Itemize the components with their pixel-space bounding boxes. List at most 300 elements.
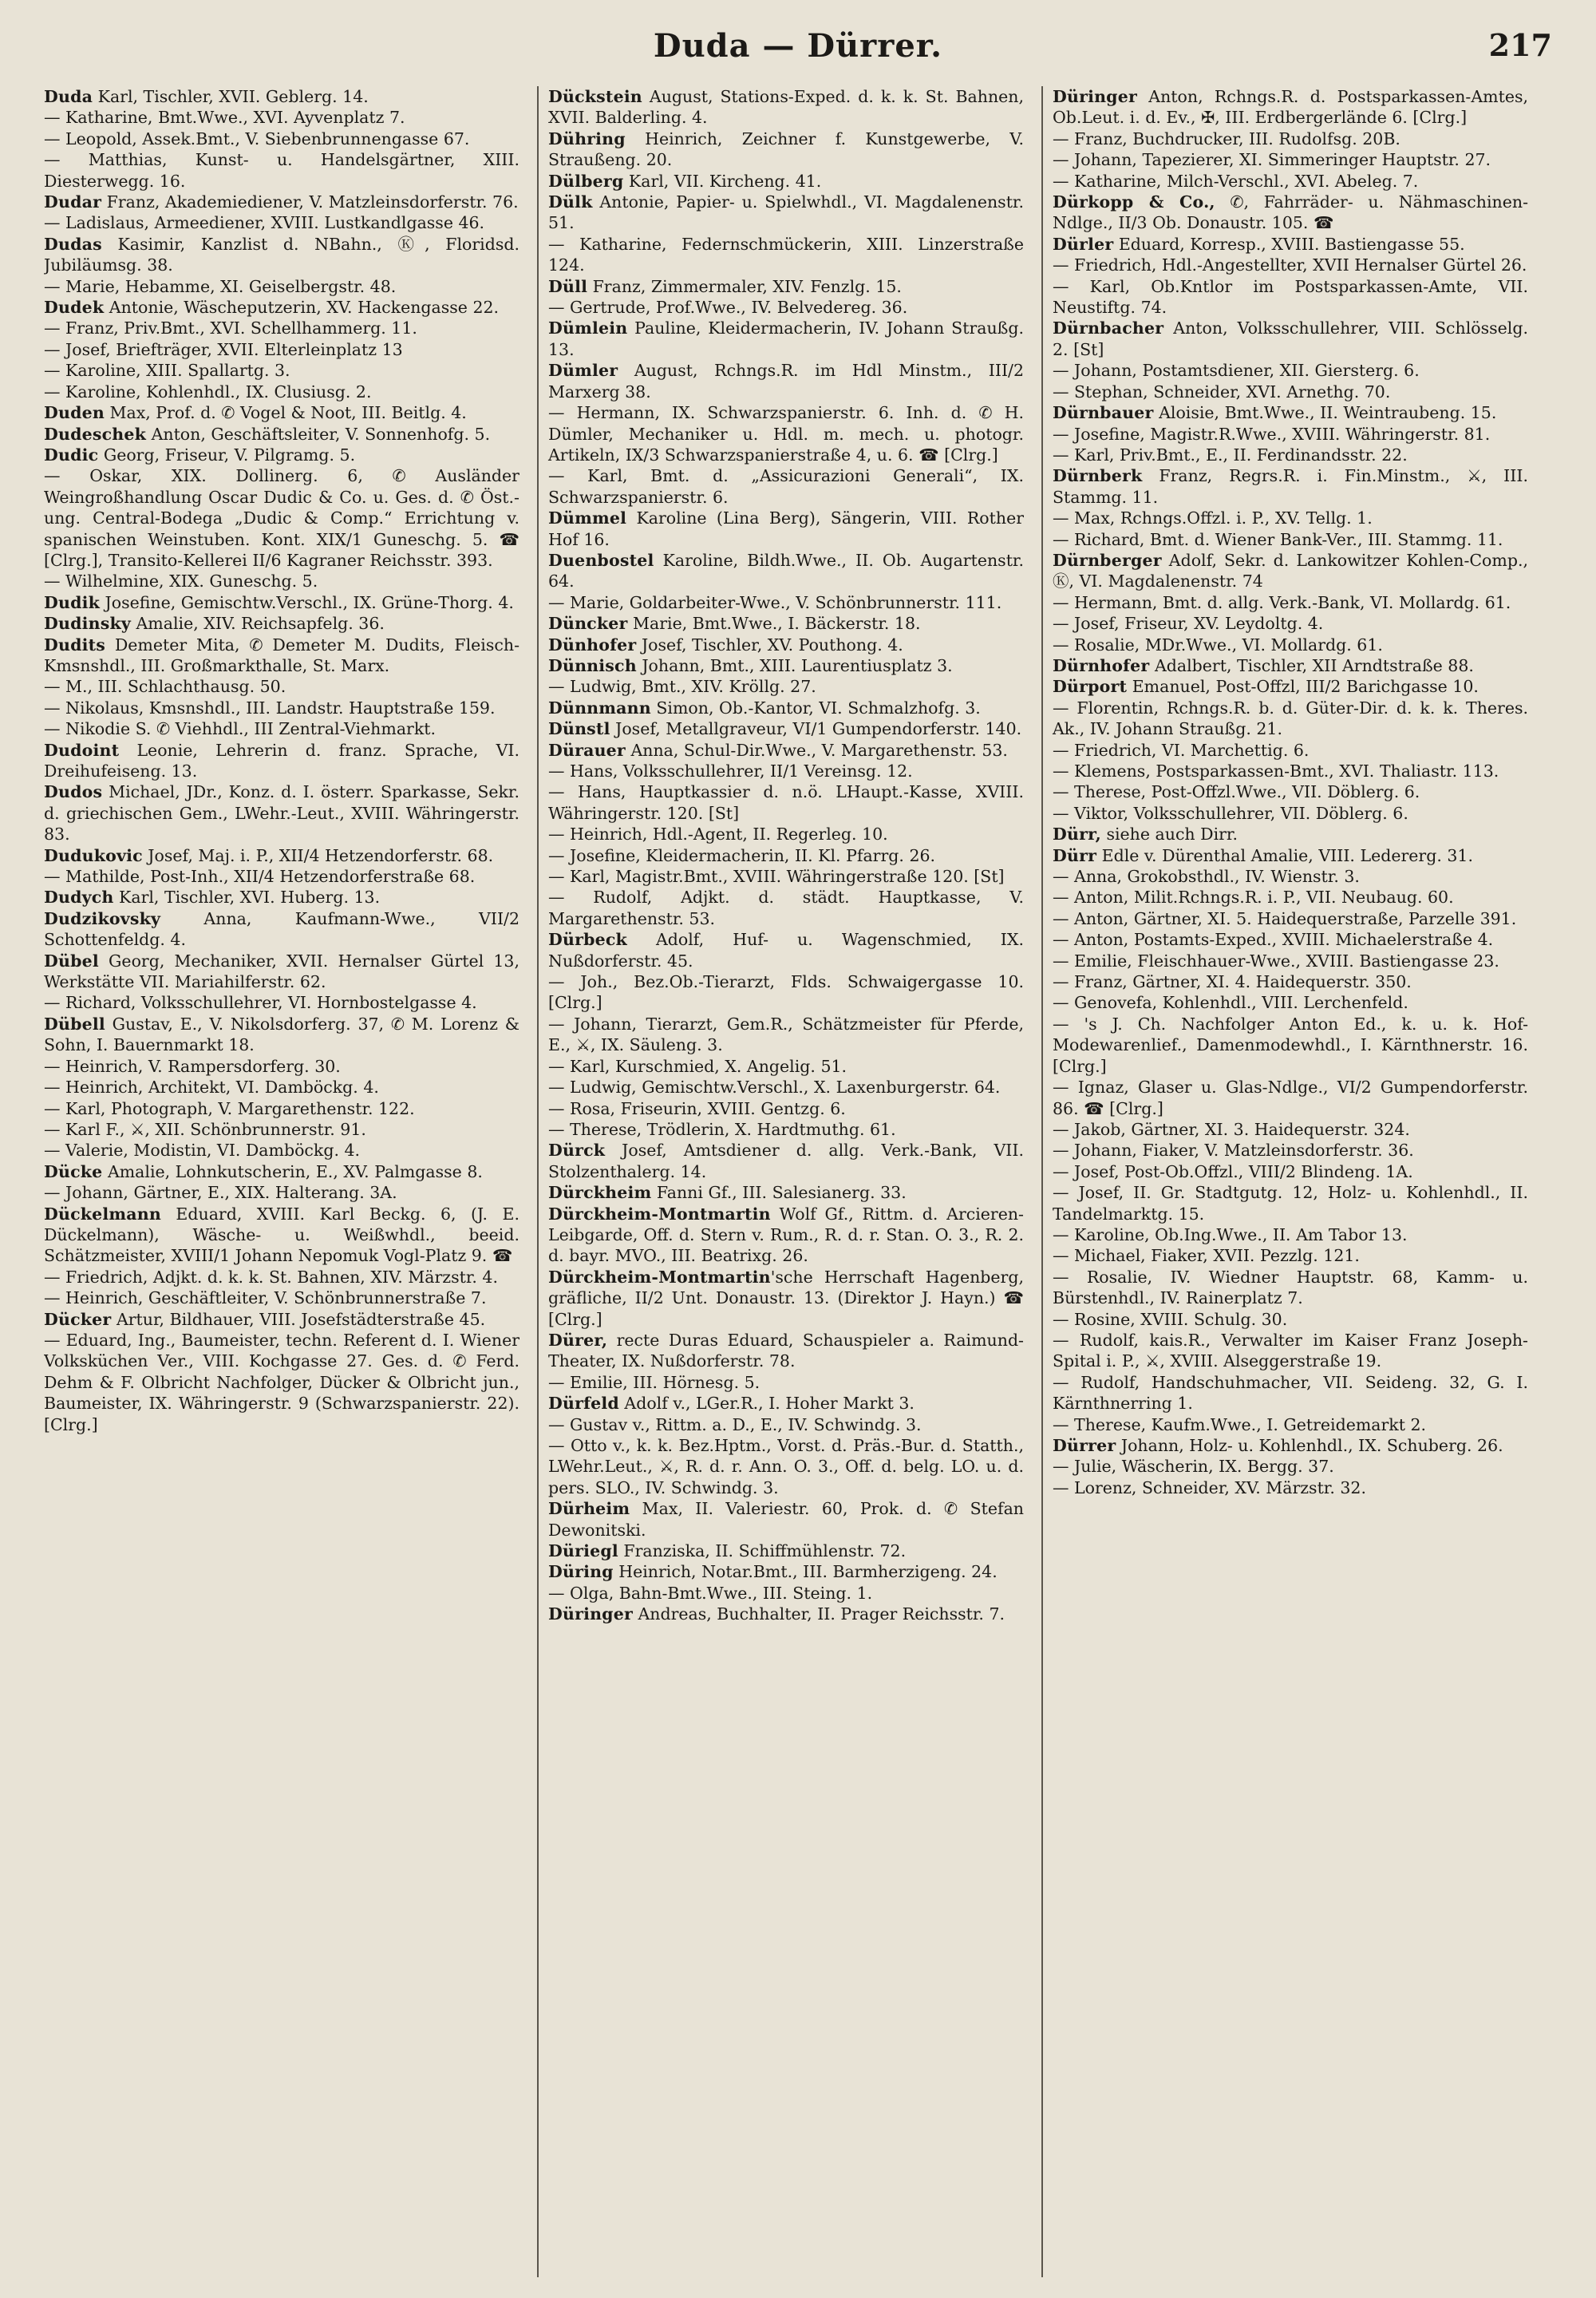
directory-entry xyxy=(548,1077,1024,1098)
entry-surname: Duda xyxy=(44,87,93,106)
entry-text: — Heinrich, Hdl.-Agent, II. Regerleg. 10. xyxy=(548,825,888,844)
entry-text: recte Duras Eduard, Schauspieler a. Raimund-Theater, IX. Nußdorferstr. 78. xyxy=(548,1330,1024,1371)
directory-entry xyxy=(548,1372,1024,1393)
entry-text: Leonie, Lehrerin d. franz. Sprache, VI. Dreihufeiseng. 13. xyxy=(44,740,519,781)
entry-text: — Lorenz, Schneider, XV. Märzstr. 32. xyxy=(1053,1477,1366,1497)
entry-surname: Dümmel xyxy=(548,508,627,528)
entry-text: — Genovefa, Kohlenhdl., VIII. Lerchenfeld. xyxy=(1053,993,1408,1013)
entry-text: — Katharine, Federnschmückerin, XIII. Linzerstraße 124. xyxy=(548,234,1024,275)
entry-surname: Dübel xyxy=(44,951,99,971)
entry-text: — Karl, Magistr.Bmt., XVIII. Währingerstraße 120. [St] xyxy=(548,867,1005,887)
directory-entry xyxy=(548,508,1024,550)
directory-entry xyxy=(44,212,519,233)
entry-text: Johann, Holz- u. Kohlenhdl., IX. Schuberg. 26. xyxy=(1116,1436,1503,1455)
directory-entry xyxy=(44,740,519,782)
directory-entry xyxy=(548,740,1024,761)
directory-entry xyxy=(1053,740,1528,761)
directory-entry xyxy=(548,824,1024,844)
entry-text: — Hans, Hauptkassier d. n.ö. LHaupt.-Kasse, XVIII. Währingerstr. 120. [St] xyxy=(548,782,1024,823)
directory-entry xyxy=(44,1309,519,1330)
entry-surname: Dürport xyxy=(1053,677,1128,697)
entry-text: — Karl, Bmt. d. „Assicurazioni Generali“, IX. Schwarzspanierstr. 6. xyxy=(548,466,1024,507)
entry-text: — Klemens, Postsparkassen-Bmt., XVI. Thaliastr. 113. xyxy=(1053,761,1499,781)
entry-text: Anton, Geschäftsleiter, V. Sonnenhofg. 5. xyxy=(146,424,491,444)
directory-entry xyxy=(1053,992,1528,1013)
entry-text: Max, II. Valeriestr. 60, Prok. d. ✆ Stefan Dewonitski. xyxy=(548,1499,1024,1540)
entry-surname: Dudic xyxy=(44,445,99,465)
directory-entry xyxy=(44,1056,519,1077)
directory-entry xyxy=(44,887,519,908)
directory-entry xyxy=(548,550,1024,592)
directory-entry xyxy=(1053,1182,1528,1224)
entry-surname: Dünnmann xyxy=(548,698,651,718)
directory-entry xyxy=(548,1583,1024,1604)
directory-entry xyxy=(548,845,1024,866)
entry-text: — Karl, Ob.Kntlor im Postsparkassen-Amte, VII. Neustiftg. 74. xyxy=(1053,276,1528,318)
entry-surname: Duenbostel xyxy=(548,550,654,570)
directory-entry xyxy=(1053,550,1528,592)
entry-text: — Rudolf, Handschuhmacher, VII. Seideng. 32, G. I. Kärnthnerring 1. xyxy=(1053,1372,1528,1414)
entry-text: — Emilie, III. Hörnesg. 5. xyxy=(548,1372,760,1392)
entry-text: Josefine, Gemischtw.Verschl., IX. Grüne-Thorg. 4. xyxy=(100,592,514,612)
directory-entry xyxy=(1053,761,1528,781)
directory-entry xyxy=(44,676,519,697)
entry-text: August, Rchngs.R. im Hdl Minstm., III/2 Marxerg 38. xyxy=(548,361,1024,401)
entry-surname: Düll xyxy=(548,276,588,296)
entry-text: — Hermann, IX. Schwarzspanierstr. 6. Inh. d. ✆ H. Dümler, Mechaniker u. Hdl. m. mech. u. photogr. Artikeln, IX/3 Schwarzspanierstraße 4, u. 6. ☎ [Clrg.] xyxy=(548,403,1024,465)
entry-text: — Hans, Volksschullehrer, II/1 Vereinsg. 12. xyxy=(548,761,913,781)
directory-entry xyxy=(548,297,1024,318)
directory-entry xyxy=(1053,1330,1528,1372)
directory-entry xyxy=(44,424,519,445)
running-head: Duda — Dürrer. xyxy=(653,27,943,65)
entry-text: — Therese, Kaufm.Wwe., I. Getreidemarkt 2. xyxy=(1053,1414,1427,1434)
entry-text: Adolf, Sekr. d. Lankowitzer Kohlen-Comp., Ⓚ, VI. Magdalenenstr. 74 xyxy=(1053,550,1528,591)
entry-text: — Hermann, Bmt. d. allg. Verk.-Bank, VI. Mollardg. 61. xyxy=(1053,592,1511,612)
directory-entry xyxy=(548,1604,1024,1624)
directory-entry xyxy=(548,887,1024,929)
entry-text: Andreas, Buchhalter, II. Prager Reichsstr. 7. xyxy=(632,1604,1005,1624)
entry-text: Gustav, E., V. Nikolsdorferg. 37, ✆ M. Lorenz & Sohn, I. Bauernmarkt 18. xyxy=(44,1014,519,1055)
directory-entry xyxy=(44,1140,519,1161)
directory-entry xyxy=(548,171,1024,192)
entry-text: Karl, Tischler, XVI. Huberg. 13. xyxy=(113,888,381,908)
directory-entry xyxy=(1053,129,1528,149)
directory-entry xyxy=(1053,382,1528,402)
directory-entry xyxy=(1053,234,1528,255)
entry-surname: Dünnisch xyxy=(548,655,637,675)
directory-entry xyxy=(1053,1372,1528,1414)
directory-entry xyxy=(1053,845,1528,866)
directory-entry xyxy=(44,613,519,634)
entry-surname: Dürnbacher xyxy=(1053,318,1164,338)
entry-surname: Düncker xyxy=(548,614,628,634)
entry-surname: Dudek xyxy=(44,298,105,318)
entry-surname: Dürkopp & Co., xyxy=(1053,192,1215,212)
entry-text: — Eduard, Ing., Baumeister, techn. Referent d. I. Wiener Volksküchen Ver., VIII. Kochgasse 27. Ges. d. ✆ Ferd. Dehm & F. Olbricht Nachfolger, Dücker & Olbricht jun., Baumeister, IX. Währingerstr. 9 (Schwarzspanierstr. 22). [Clrg.] xyxy=(44,1330,519,1434)
directory-entry xyxy=(548,1414,1024,1435)
entry-text: — M., III. Schlachthausg. 50. xyxy=(44,677,286,697)
entry-surname: Dudukovic xyxy=(44,845,143,865)
directory-entry xyxy=(1053,402,1528,423)
directory-entry xyxy=(548,971,1024,1014)
entry-text: — Rosa, Friseurin, XVIII. Gentzg. 6. xyxy=(548,1098,846,1118)
entry-text: Kasimir, Kanzlist d. NBahn., Ⓚ, Floridsd. Jubiläumsg. 38. xyxy=(44,234,519,275)
page-header xyxy=(44,19,1552,83)
entry-text: Edle v. Dürenthal Amalie, VIII. Ledererg. 31. xyxy=(1096,845,1473,865)
directory-entry xyxy=(548,613,1024,634)
directory-entry xyxy=(548,360,1024,402)
entry-surname: Düringer xyxy=(548,1604,633,1624)
entry-text: — Otto v., k. k. Bez.Hptm., Vorst. d. Präs.-Bur. d. Statth., LWehr.Leut., ⚔, R. d. r. Ann. O. 3., Off. d. belg. LO. u. d. pers. SLO., IV. Schwindg. 3. xyxy=(548,1436,1024,1497)
entry-surname: Dühring xyxy=(548,129,626,148)
directory-columns xyxy=(44,86,1528,2277)
entry-surname: Dürer, xyxy=(548,1330,608,1350)
directory-entry xyxy=(1053,1267,1528,1309)
directory-entry xyxy=(1053,1456,1528,1477)
entry-text: — Karl, Kurschmied, X. Angelig. 51. xyxy=(548,1056,847,1076)
directory-entry xyxy=(44,1161,519,1182)
directory-entry xyxy=(44,992,519,1013)
entry-text: — Heinrich, Geschäftleiter, V. Schönbrunnerstraße 7. xyxy=(44,1288,487,1308)
directory-entry xyxy=(44,1014,519,1056)
entry-surname: Dudych xyxy=(44,888,114,908)
directory-entry xyxy=(1053,508,1528,528)
entry-surname: Dürckheim-Montmartin xyxy=(548,1267,771,1287)
entry-text: Pauline, Kleidermacherin, IV. Johann Straußg. 13. xyxy=(548,318,1024,359)
entry-text: — Leopold, Assek.Bmt., V. Siebenbrunnengasse 67. xyxy=(44,129,470,148)
entry-text: — Olga, Bahn-Bmt.Wwe., III. Steing. 1. xyxy=(548,1583,873,1603)
directory-entry xyxy=(44,382,519,402)
directory-entry xyxy=(548,592,1024,613)
entry-text: Josef, Amtsdiener d. allg. Verk.-Bank, VII. Stolzenthalerg. 14. xyxy=(548,1141,1024,1181)
directory-entry xyxy=(1053,1309,1528,1330)
directory-entry xyxy=(1053,781,1528,802)
directory-entry xyxy=(548,866,1024,887)
directory-entry xyxy=(44,276,519,297)
directory-entry xyxy=(548,1119,1024,1140)
entry-text: — Johann, Fiaker, V. Matzleinsdorferstr. 36. xyxy=(1053,1141,1414,1161)
entry-surname: Dudzikovsky xyxy=(44,908,161,928)
entry-surname: Dürauer xyxy=(548,740,626,760)
directory-entry xyxy=(1053,1477,1528,1498)
directory-entry xyxy=(44,951,519,993)
directory-entry xyxy=(44,1098,519,1119)
directory-entry xyxy=(548,1140,1024,1182)
column-left xyxy=(44,86,519,2277)
entry-text: Josef, Tischler, XV. Pouthong. 4. xyxy=(636,635,903,655)
entry-text: Josef, Maj. i. P., XII/4 Hetzendorferstr. 68. xyxy=(142,845,494,865)
directory-entry xyxy=(1053,1119,1528,1140)
entry-text: Georg, Friseur, V. Pilgramg. 5. xyxy=(98,445,356,465)
entry-text: — Ludwig, Gemischtw.Verschl., X. Laxenburgerstr. 64. xyxy=(548,1078,1001,1098)
entry-surname: Dürfeld xyxy=(548,1394,619,1414)
entry-surname: Dürnberk xyxy=(1053,466,1143,486)
entry-text: — Josef, Briefträger, XVII. Elterleinplatz 13 xyxy=(44,339,403,359)
directory-entry xyxy=(548,1056,1024,1077)
entry-text: Michael, JDr., Konz. d. I. österr. Sparkasse, Sekr. d. griechischen Gem., LWehr.-Leut., XVIII. Währingerstr. 83. xyxy=(44,782,519,844)
entry-text: — Rosine, XVIII. Schulg. 30. xyxy=(1053,1309,1288,1329)
directory-entry xyxy=(1053,803,1528,824)
entry-text: — Friedrich, VI. Marchettig. 6. xyxy=(1053,740,1310,760)
directory-entry xyxy=(548,718,1024,739)
directory-entry xyxy=(44,318,519,338)
entry-text: — Anton, Milit.Rchngs.R. i. P., VII. Neubaug. 60. xyxy=(1053,888,1454,908)
directory-entry xyxy=(548,1098,1024,1119)
entry-text: Eduard, XVIII. Karl Beckg. 6, (J. E. Dückelmann), Wäsche- u. Weißwhdl., beeid. Schätzmeister, XVIII/1 Johann Nepomuk Vogl-Platz 9. ☎ xyxy=(44,1204,519,1266)
entry-text: Georg, Mechaniker, XVII. Hernalser Gürtel 13, Werkstätte VII. Mariahilferstr. 62. xyxy=(44,951,519,992)
entry-surname: Dudos xyxy=(44,782,103,802)
entry-surname: Dümlein xyxy=(548,318,628,338)
directory-entry xyxy=(44,698,519,718)
directory-entry xyxy=(548,1182,1024,1203)
entry-text: — Gustav v., Rittm. a. D., E., IV. Schwindg. 3. xyxy=(548,1414,922,1434)
directory-entry xyxy=(44,149,519,192)
entry-surname: Dürnhofer xyxy=(1053,655,1150,675)
entry-text: — Johann, Postamtsdiener, XII. Giersterg. 6. xyxy=(1053,361,1420,381)
entry-text: — Rosalie, IV. Wiedner Hauptstr. 68, Kamm- u. Bürstenhdl., IV. Rainerplatz 7. xyxy=(1053,1267,1528,1308)
directory-entry xyxy=(1053,1435,1528,1456)
entry-text: — Friedrich, Adjkt. d. k. k. St. Bahnen, XIV. Märzstr. 4. xyxy=(44,1267,498,1287)
entry-surname: Dürr, xyxy=(1053,825,1101,844)
directory-entry xyxy=(44,908,519,951)
entry-text: — Therese, Trödlerin, X. Hardtmuthg. 61. xyxy=(548,1119,896,1139)
entry-surname: Dürler xyxy=(1053,234,1114,254)
directory-entry xyxy=(548,1541,1024,1561)
entry-surname: Dübell xyxy=(44,1014,105,1034)
directory-entry xyxy=(44,1182,519,1203)
entry-text: Adolf v., LGer.R., I. Hoher Markt 3. xyxy=(618,1394,915,1414)
directory-entry xyxy=(1053,529,1528,550)
entry-text: Simon, Ob.-Kantor, VI. Schmalzhofg. 3. xyxy=(650,698,981,718)
entry-text: — Wilhelmine, XIX. Guneschg. 5. xyxy=(44,572,318,591)
entry-text: — Oskar, XIX. Dollinerg. 6, ✆ Ausländer Weingroßhandlung Oscar Dudic & Co. u. Ges. d. ✆ Öst.-ung. Central-Bodega „Dudic & Comp.“ Errichtung v. spanischen Weinstuben. Kont. XIX/1 Guneschg. 5. ☎ [Clrg.], Transito-Kellerei II/6 Kagraner Reichsstr. 393. xyxy=(44,466,519,570)
directory-entry xyxy=(548,698,1024,718)
entry-text: Heinrich, Zeichner f. Kunstgewerbe, V. Straußeng. 20. xyxy=(548,129,1024,170)
entry-text: Karoline, Bildh.Wwe., II. Ob. Augartenstr. 64. xyxy=(548,550,1024,591)
entry-text: Wolf Gf., Rittm. d. Arcieren-Leibgarde, Off. d. Stern v. Rum., R. d. r. Stan. O. 3., R. 2. d. bayr. MVO., III. Beatrixg. 26. xyxy=(548,1204,1024,1266)
entry-text: — Emilie, Fleischhauer-Wwe., XVIII. Bastiengasse 23. xyxy=(1053,951,1499,971)
directory-entry xyxy=(1053,676,1528,697)
entry-text: — 's J. Ch. Nachfolger Anton Ed., k. u. k. Hof-Modewarenlief., Damenmodewhdl., I. Kärnthnerstr. 16. [Clrg.] xyxy=(1053,1014,1528,1076)
entry-text: Josef, Metallgraveur, VI/1 Gumpendorferstr. 140. xyxy=(610,719,1022,739)
directory-entry xyxy=(1053,929,1528,950)
entry-text: August, Stations-Exped. d. k. k. St. Bahnen, XVII. Balderling. 4. xyxy=(548,87,1024,128)
directory-entry xyxy=(1053,86,1528,129)
entry-text: Antonie, Wäscheputzerin, XV. Hackengasse 22. xyxy=(104,298,500,318)
entry-text: — Richard, Bmt. d. Wiener Bank-Ver., III. Stammg. 11. xyxy=(1053,529,1503,549)
entry-text: — Viktor, Volksschullehrer, VII. Döblerg. 6. xyxy=(1053,803,1408,823)
directory-entry xyxy=(1053,1014,1528,1077)
entry-text: Amalie, XIV. Reichsapfelg. 36. xyxy=(130,614,385,634)
entry-text: Johann, Bmt., XIII. Laurentiusplatz 3. xyxy=(636,655,953,675)
entry-text: — Anna, Grokobsthdl., IV. Wienstr. 3. xyxy=(1053,867,1360,887)
entry-text: — Marie, Hebamme, XI. Geiselbergstr. 48. xyxy=(44,276,397,296)
entry-surname: Dürnbauer xyxy=(1053,403,1154,423)
entry-text: — Nikolaus, Kmsnshdl., III. Landstr. Hauptstraße 159. xyxy=(44,698,496,718)
directory-entry xyxy=(1053,255,1528,275)
entry-text: Adalbert, Tischler, XII Arndtstraße 88. xyxy=(1149,655,1474,675)
entry-surname: Dünhofer xyxy=(548,635,637,655)
entry-text: Aloisie, Bmt.Wwe., II. Weintraubeng. 15. xyxy=(1153,403,1497,423)
entry-surname: Dudinsky xyxy=(44,614,131,634)
entry-text: — Anton, Gärtner, XI. 5. Haidequerstraße, Parzelle 391. xyxy=(1053,908,1517,928)
directory-entry xyxy=(44,866,519,887)
directory-entry xyxy=(44,1267,519,1287)
entry-surname: Dudits xyxy=(44,635,106,655)
directory-entry xyxy=(44,718,519,739)
directory-entry xyxy=(548,1330,1024,1372)
entry-text: Anton, Volksschullehrer, VIII. Schlösselg. 2. [St] xyxy=(1053,318,1528,359)
entry-text: Anton, Rchngs.R. d. Postsparkassen-Amtes, Ob.Leut. i. d. Ev., ✠, III. Erdbergerlände 6. [Clrg.] xyxy=(1053,87,1528,128)
directory-entry xyxy=(548,86,1024,129)
entry-text: — Ladislaus, Armeediener, XVIII. Lustkandlgasse 46. xyxy=(44,213,485,233)
directory-entry xyxy=(44,402,519,423)
entry-surname: Dülk xyxy=(548,192,593,212)
entry-text: — Rudolf, kais.R., Verwalter im Kaiser Franz Joseph-Spital i. P., ⚔, XVIII. Alseggerstraße 19. xyxy=(1053,1330,1528,1371)
entry-surname: Dürckheim-Montmartin xyxy=(548,1204,771,1224)
entry-surname: Dückelmann xyxy=(44,1204,161,1224)
entry-surname: Dünstl xyxy=(548,719,610,739)
entry-text: — Rosalie, MDr.Wwe., VI. Mollardg. 61. xyxy=(1053,635,1383,655)
directory-entry xyxy=(44,635,519,677)
entry-text: — Johann, Tapezierer, XI. Simmeringer Hauptstr. 27. xyxy=(1053,150,1491,170)
directory-entry xyxy=(1053,445,1528,465)
entry-text: — Karl F., ⚔, XII. Schönbrunnerstr. 91. xyxy=(44,1119,366,1139)
entry-text: — Julie, Wäscherin, IX. Bergg. 37. xyxy=(1053,1457,1334,1477)
directory-entry xyxy=(548,676,1024,697)
entry-text: Demeter Mita, ✆ Demeter M. Dudits, Fleisch-Kmsnshdl., III. Großmarkthalle, St. Marx. xyxy=(44,635,519,675)
entry-text: Eduard, Korresp., XVIII. Bastiengasse 55. xyxy=(1113,234,1465,254)
entry-text: — Franz, Priv.Bmt., XVI. Schellhammerg. 11. xyxy=(44,318,417,338)
directory-entry xyxy=(44,781,519,844)
entry-text: Karl, Tischler, XVII. Geblerg. 14. xyxy=(93,87,369,106)
directory-entry xyxy=(1053,698,1528,740)
entry-text: — Friedrich, Hdl.-Angestellter, XVII Hernalser Gürtel 26. xyxy=(1053,255,1527,275)
entry-surname: Dürckheim xyxy=(548,1183,652,1203)
directory-entry xyxy=(44,465,519,571)
entry-surname: Dudik xyxy=(44,592,101,612)
directory-entry xyxy=(1053,887,1528,908)
entry-text: — Anton, Postamts-Exped., XVIII. Michaelerstraße 4. xyxy=(1053,930,1494,950)
entry-surname: Dürrer xyxy=(1053,1436,1116,1455)
directory-entry xyxy=(1053,951,1528,971)
entry-surname: Dücke xyxy=(44,1161,103,1181)
directory-entry xyxy=(1053,318,1528,360)
directory-entry xyxy=(44,845,519,866)
entry-surname: Düringer xyxy=(1053,87,1137,106)
directory-entry xyxy=(44,445,519,465)
entry-surname: Düriegl xyxy=(548,1541,618,1561)
directory-entry xyxy=(548,655,1024,676)
directory-entry xyxy=(1053,824,1528,844)
entry-text: — Katharine, Milch-Verschl., XVI. Abeleg. 7. xyxy=(1053,171,1419,191)
entry-text: — Josefine, Kleidermacherin, II. Kl. Pfarrg. 26. xyxy=(548,845,936,865)
directory-entry xyxy=(1053,1224,1528,1245)
entry-text: — Heinrich, V. Rampersdorferg. 30. xyxy=(44,1056,341,1076)
entry-text: Karl, VII. Kircheng. 41. xyxy=(623,171,822,191)
entry-text: — Michael, Fiaker, XVII. Pezzlg. 121. xyxy=(1053,1246,1360,1266)
directory-entry xyxy=(548,781,1024,824)
directory-entry xyxy=(548,635,1024,655)
directory-entry xyxy=(548,1393,1024,1414)
entry-text: Anna, Kaufmann-Wwe., VII/2 Schottenfeldg. 4. xyxy=(44,908,519,950)
directory-entry xyxy=(44,1330,519,1435)
entry-text: — Karoline, XIII. Spallartg. 3. xyxy=(44,361,290,381)
entry-text: — Valerie, Modistin, VI. Damböckg. 4. xyxy=(44,1141,361,1161)
entry-text: Fanni Gf., III. Salesianerg. 33. xyxy=(651,1183,907,1203)
directory-entry xyxy=(1053,592,1528,613)
entry-surname: Dülberg xyxy=(548,171,624,191)
directory-entry xyxy=(548,276,1024,297)
entry-text: — Gertrude, Prof.Wwe., IV. Belvedereg. 36. xyxy=(548,298,908,318)
entry-text: — Katharine, Bmt.Wwe., XVI. Ayvenplatz 7. xyxy=(44,108,405,128)
directory-entry xyxy=(1053,276,1528,318)
directory-entry xyxy=(1053,149,1528,170)
directory-entry xyxy=(548,761,1024,781)
entry-text: Antonie, Papier- u. Spielwhdl., VI. Magdalenenstr. 51. xyxy=(548,192,1024,233)
directory-entry xyxy=(1053,1161,1528,1182)
directory-entry xyxy=(44,297,519,318)
column-middle xyxy=(537,86,1024,2277)
page-number: 217 xyxy=(1488,27,1552,63)
entry-text: — Joh., Bez.Ob.-Tierarzt, Flds. Schwaigergasse 10. [Clrg.] xyxy=(548,972,1024,1013)
directory-entry xyxy=(548,1014,1024,1056)
directory-entry xyxy=(44,86,519,107)
directory-entry xyxy=(548,234,1024,276)
entry-text: — Johann, Gärtner, E., XIX. Halterang. 3A. xyxy=(44,1183,397,1203)
entry-text: — Richard, Volksschullehrer, VI. Hornbostelgasse 4. xyxy=(44,993,477,1013)
directory-entry xyxy=(44,592,519,613)
entry-surname: Düring xyxy=(548,1562,614,1582)
directory-entry xyxy=(548,1267,1024,1330)
directory-entry xyxy=(44,192,519,212)
directory-entry xyxy=(1053,171,1528,192)
entry-text: Franz, Regrs.R. i. Fin.Minstm., ⚔, III. Stammg. 11. xyxy=(1053,466,1528,507)
entry-text: — Nikodie S. ✆ Viehhdl., III Zentral-Viehmarkt. xyxy=(44,719,437,739)
entry-text: — Josef, Post-Ob.Offzl., VIII/2 Blindeng. 1A. xyxy=(1053,1161,1413,1181)
directory-entry xyxy=(548,465,1024,508)
entry-text: Karoline (Lina Berg), Sängerin, VIII. Rother Hof 16. xyxy=(548,508,1024,549)
directory-entry xyxy=(44,1287,519,1308)
directory-entry xyxy=(548,192,1024,234)
entry-surname: Dudeschek xyxy=(44,424,147,444)
entry-text: 'sche Herrschaft Hagenberg, gräfliche, II/2 Unt. Donaustr. 13. (Direktor J. Hayn.) ☎ [Clrg.] xyxy=(548,1267,1024,1329)
directory-entry xyxy=(1053,613,1528,634)
entry-text: — Ludwig, Bmt., XIV. Kröllg. 27. xyxy=(548,677,816,697)
directory-entry xyxy=(1053,908,1528,929)
entry-text: — Karoline, Kohlenhdl., IX. Clusiusg. 2. xyxy=(44,382,372,401)
entry-text: — Stephan, Schneider, XVI. Arnethg. 70. xyxy=(1053,382,1391,401)
entry-surname: Dückstein xyxy=(548,87,642,106)
directory-entry xyxy=(44,360,519,381)
entry-text: — Rudolf, Adjkt. d. städt. Hauptkasse, V. Margarethenstr. 53. xyxy=(548,888,1024,928)
entry-text: Franz, Zimmermaler, XIV. Fenzlg. 15. xyxy=(587,276,902,296)
entry-text: — Jakob, Gärtner, XI. 3. Haidequerstr. 324. xyxy=(1053,1119,1410,1139)
entry-text: Franziska, II. Schiffmühlenstr. 72. xyxy=(618,1541,907,1561)
directory-entry xyxy=(44,1204,519,1267)
directory-entry xyxy=(548,318,1024,360)
directory-entry xyxy=(44,1077,519,1098)
entry-surname: Dürnberger xyxy=(1053,550,1162,570)
entry-surname: Dudoint xyxy=(44,740,120,760)
directory-entry xyxy=(1053,866,1528,887)
directory-entry xyxy=(548,1435,1024,1498)
entry-text: Franz, Akademiediener, V. Matzleinsdorferstr. 76. xyxy=(101,192,519,212)
directory-entry xyxy=(548,1498,1024,1541)
entry-text: — Max, Rchngs.Offzl. i. P., XV. Tellg. 1. xyxy=(1053,508,1373,528)
directory-entry xyxy=(44,129,519,149)
